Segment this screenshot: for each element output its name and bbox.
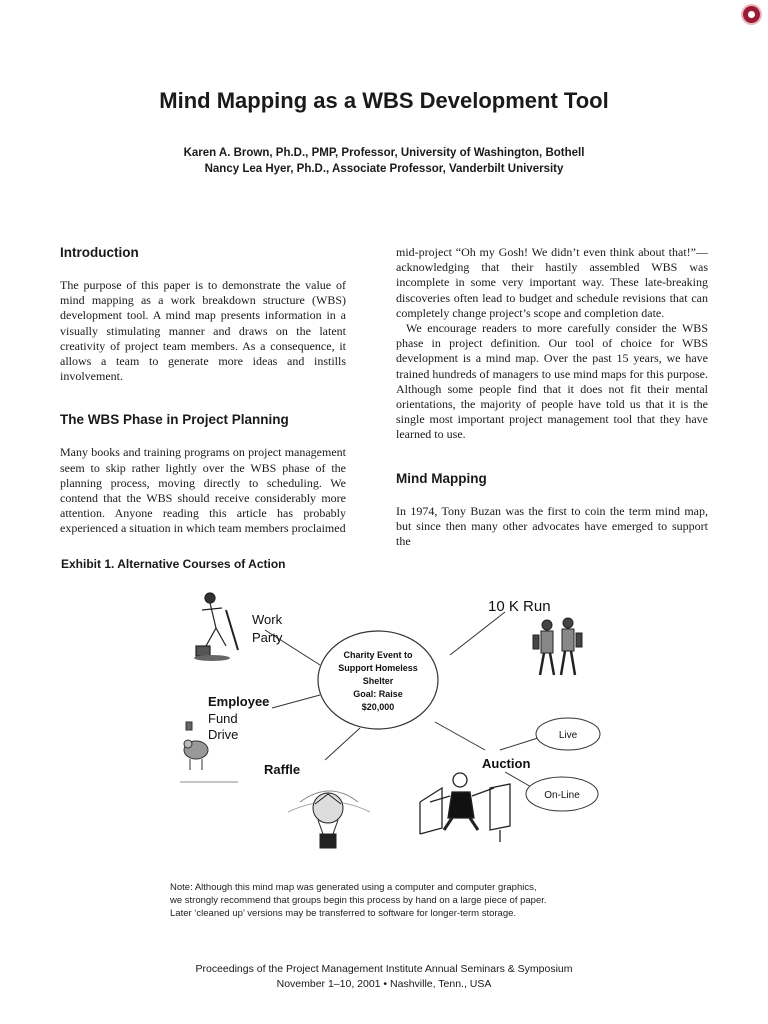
branch-auction	[435, 722, 485, 750]
node-run: 10 K Run	[488, 598, 551, 615]
node-employee-line-2: Fund	[208, 711, 238, 726]
node-employee-line-3: Drive	[208, 727, 239, 742]
branch-employee-fund	[272, 695, 320, 708]
mind-map-svg	[160, 580, 620, 880]
balloon-clipart-icon	[288, 791, 370, 848]
center-line-2: Support Homeless	[338, 663, 418, 673]
center-line-4: Goal: Raise	[353, 689, 403, 699]
node-employee-line-1: Employee	[208, 694, 270, 709]
auctioneer-clipart-icon	[420, 773, 510, 842]
node-online: On-Line	[544, 790, 580, 801]
mind-mapping-paragraph: In 1974, Tony Buzan was the first to coin the term mind map, but since then many other advocates have emerged to support the	[396, 503, 708, 549]
mind-map-figure	[160, 580, 620, 880]
page-footer	[0, 962, 768, 992]
intro-heading: Introduction	[60, 245, 139, 260]
left-column	[60, 244, 346, 537]
figure-note	[170, 881, 590, 920]
page-title: Mind Mapping as a WBS Development Tool	[159, 88, 609, 113]
note-line-3: Later ‘cleaned up’ versions may be transferred to software for longer-term storage.	[170, 908, 517, 919]
footer-proceedings: Proceedings of the Project Management Institute Annual Seminars & Symposium	[195, 963, 573, 975]
node-auction: Auction	[482, 756, 531, 771]
corner-logo-mark	[743, 6, 760, 23]
node-work-party-line-1: Work	[252, 612, 283, 627]
author-2: Nancy Lea Hyer, Ph.D., Associate Professor, Vanderbilt University	[204, 163, 564, 175]
mind-mapping-heading: Mind Mapping	[396, 470, 487, 486]
center-line-1: Charity Event to	[343, 650, 413, 660]
right-column	[396, 245, 708, 549]
node-raffle: Raffle	[264, 762, 301, 777]
wbs-heading: The WBS Phase in Project Planning	[60, 412, 289, 428]
branch-run	[450, 612, 505, 655]
wbs-paragraph-1-continued: mid-project “Oh my Gosh! We didn’t even think about that!”—acknowledging that their hastily assembled WBS was incomplete in some very important way. These late-breaking discoveries often lead to budget and schedule revisions that can completely change project’s scope and completion date.	[396, 245, 708, 320]
center-line-5: $20,000	[361, 702, 395, 712]
wbs-paragraph-2: We encourage readers to more carefully consider the WBS phase in project definition. Our tool of choice for WBS development is a mind map. Over the past 15 years, we have trained hundreds of managers to use mind maps for this purpose. Although some people find that it does not fit their mental orientations, the majority of people have told us that it is the single most important project management tool that they have learned to use.	[396, 321, 708, 442]
note-line-1: Note: Although this mind map was generated using a computer and computer graphics,	[170, 882, 537, 893]
center-line-3: Shelter	[362, 676, 394, 686]
piggy-bank-clipart-icon	[184, 722, 208, 770]
exhibit-title: Exhibit 1. Alternative Courses of Action	[61, 557, 286, 571]
wbs-paragraph-1: Many books and training programs on project management seem to skip rather lightly over the WBS phase of the planning process, moving directly to scheduling. We contend that the WBS should receive considerably more attention. Anyone reading this article has probably experienced a situation in which team members proclaimed	[60, 445, 346, 536]
node-work-party-line-2: Party	[252, 630, 283, 645]
author-block	[0, 145, 768, 177]
branch-raffle	[325, 728, 360, 760]
work-party-clipart-icon	[194, 593, 238, 661]
intro-paragraph: The purpose of this paper is to demonstrate the value of mind mapping as a work breakdown structure (WBS) development tool. A mind map presents information in a visually stimulating manner and draws on the latent creativity of project team members. As a consequence, it allows a team to generate more ideas and instills involvement.	[60, 278, 346, 384]
node-live: Live	[558, 730, 578, 741]
footer-date-location: November 1–10, 2001 • Nashville, Tenn., USA	[276, 978, 492, 990]
branch-live	[500, 738, 538, 750]
note-line-2: we strongly recommend that groups begin this process by hand on a large piece of paper.	[170, 895, 547, 906]
author-1: Karen A. Brown, Ph.D., PMP, Professor, University of Washington, Bothell	[183, 147, 585, 159]
runners-clipart-icon	[533, 618, 582, 675]
